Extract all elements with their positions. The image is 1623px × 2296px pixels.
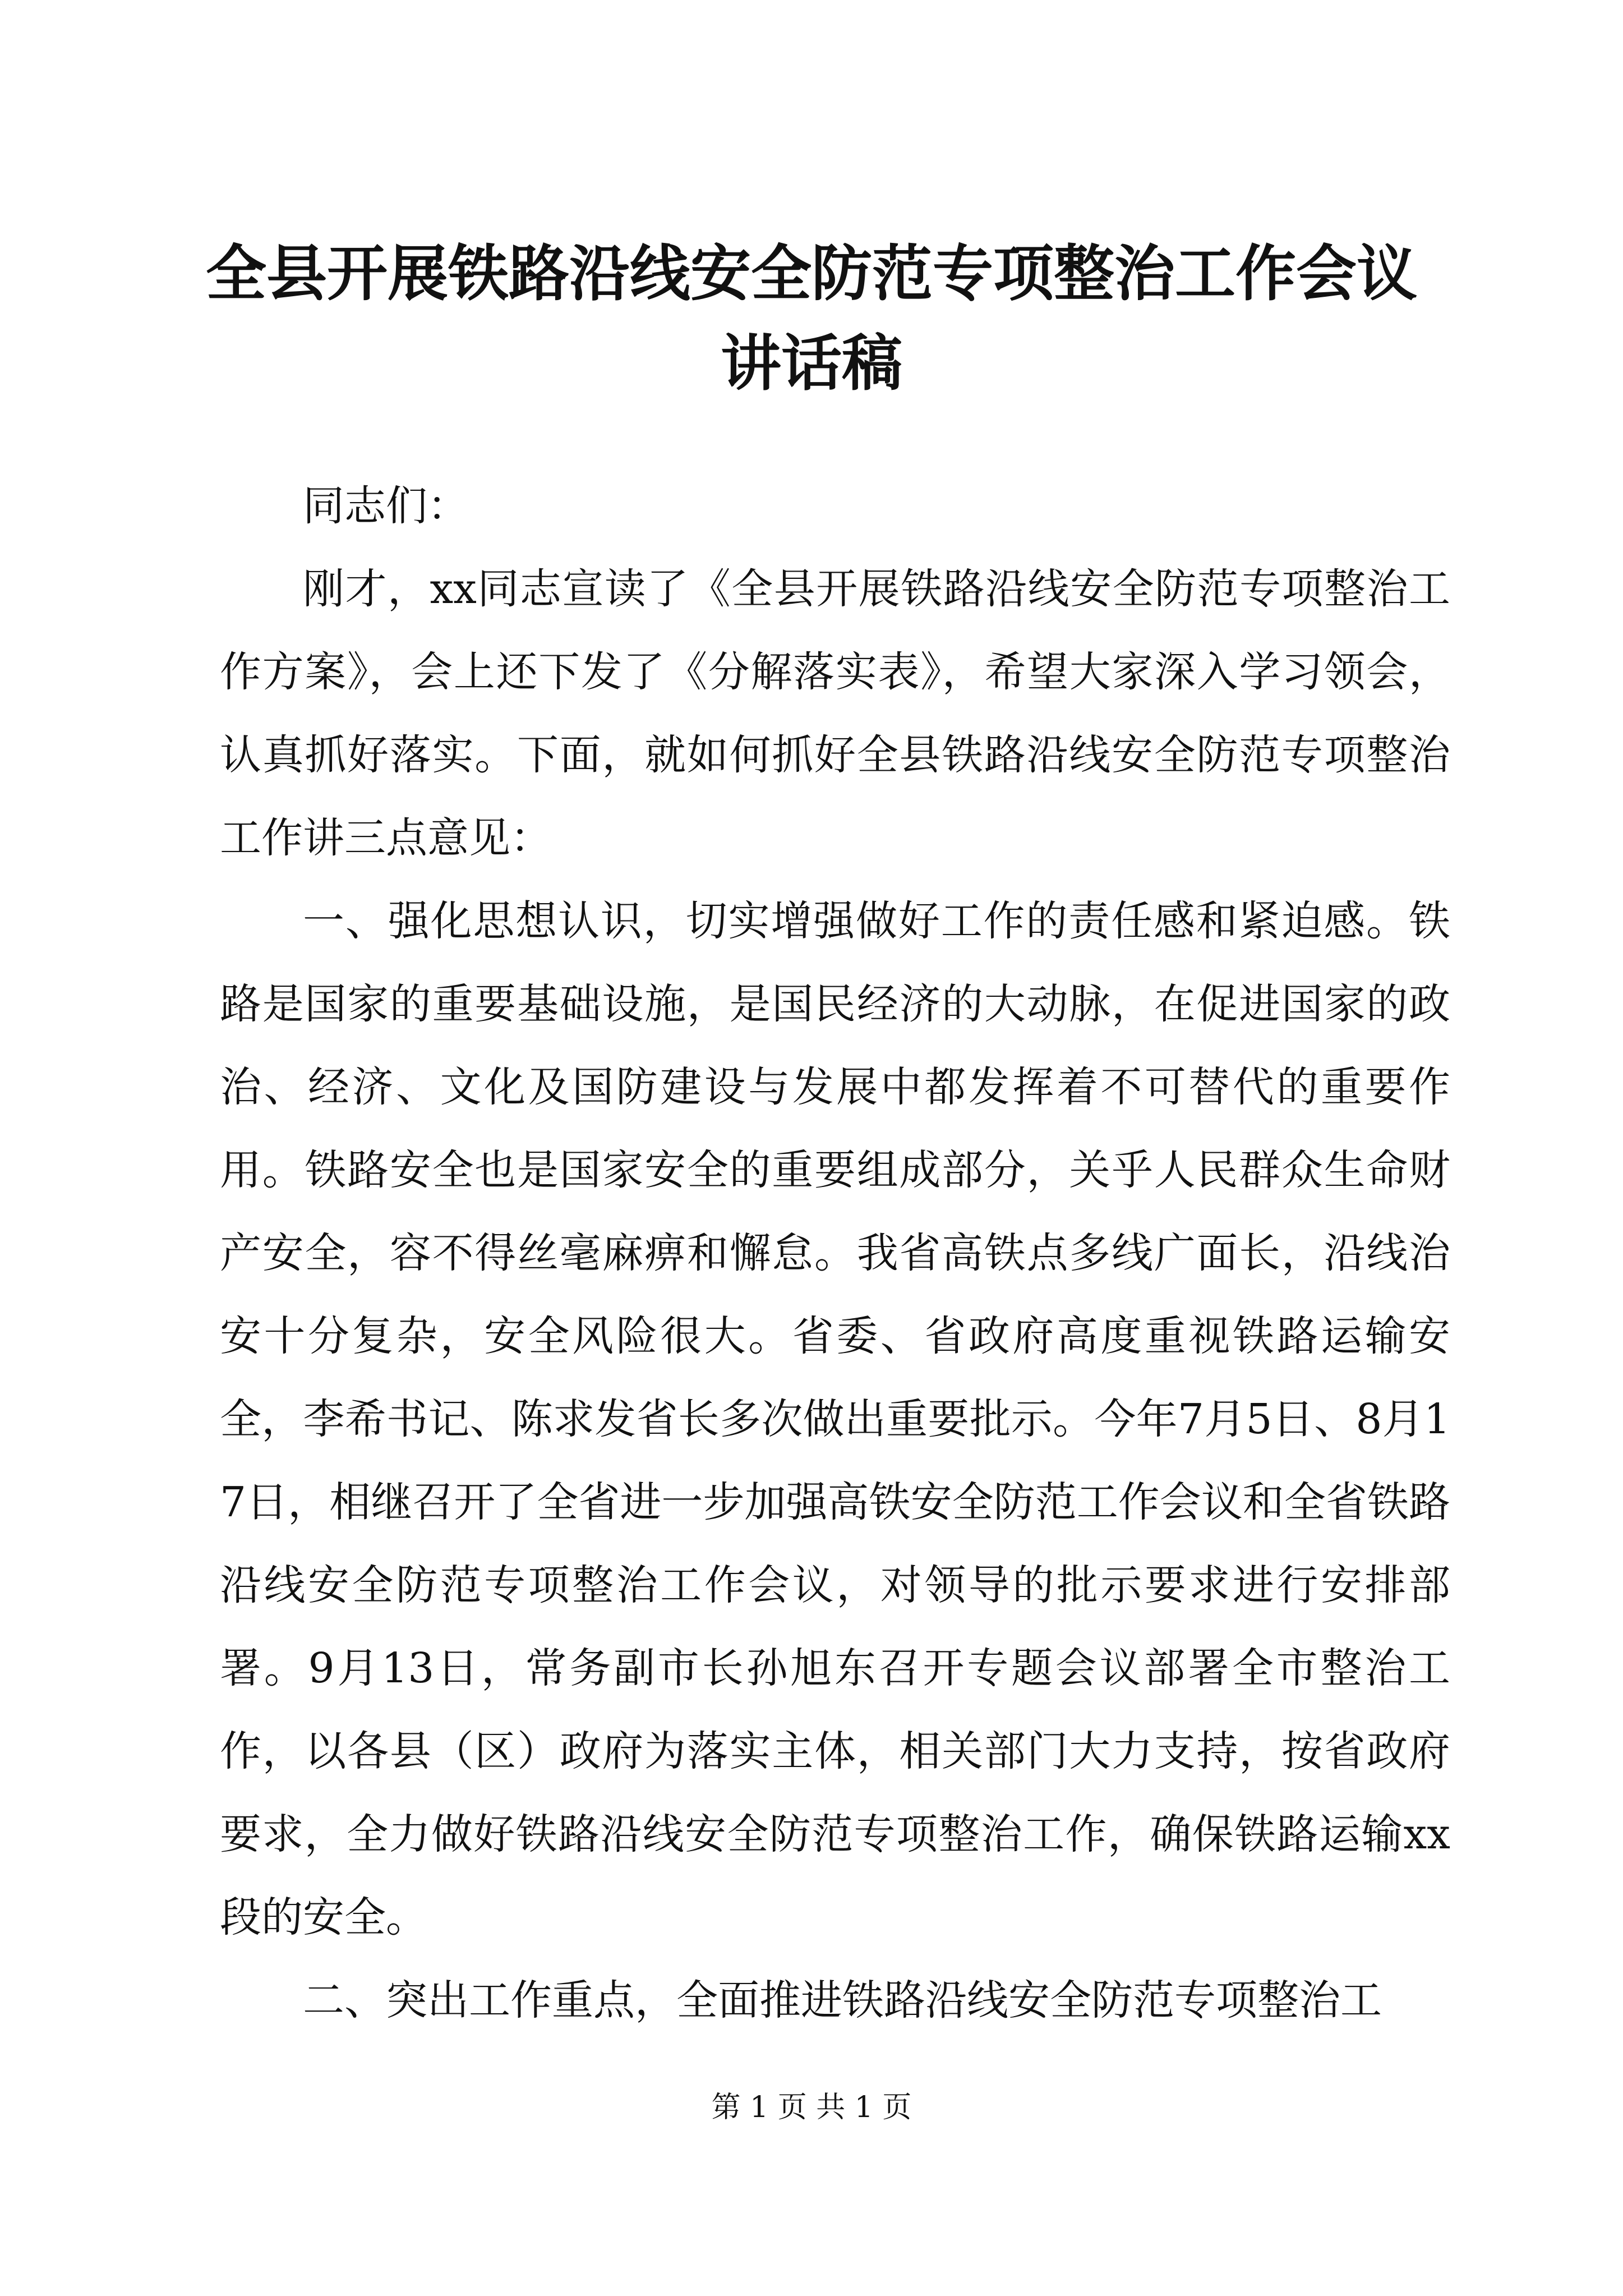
page-footer: 第 1 页 共 1 页 bbox=[711, 2091, 912, 2124]
point-one-paragraph: 一、强化思想认识，切实增强做好工作的责任感和紧迫感。铁路是国家的重要基础设施，是国民经济的大动脉，在促进国家的政治、经济、文化及国防建设与发展中都发挥着不可替代的重要作用。铁路安全也是国家安全的重要组成部分，关乎人民群众生命财产安全，容不得丝毫麻痹和懈怠。我省高铁点多线广面长，沿线治安十分复杂，安全风险很大。省委、省政府高度重视铁路运输安全，李希书记、陈求发省长多次做出重要批示。今年7月5日、8月17日，相继召开了全省进一步加强高铁安全防范工作会议和全省铁路沿线安全防范专项整治工作会议，对领导的批示要求进行安排部署。9月13日，常务副市长孙旭东召开专题会议部署全市整治工作，以各县（区）政府为落实主体，相关部门大力支持，按省政府要求，全力做好铁路沿线安全防范专项整治工作，确保铁路运输xx段的安全。 bbox=[220, 897, 1450, 1941]
document-body bbox=[220, 464, 1450, 2042]
document-title: 全县开展铁路沿线安全防范专项整治工作会议讲话稿 bbox=[205, 238, 1417, 399]
intro-paragraph: 刚才，xx同志宣读了《全县开展铁路沿线安全防范专项整治工作方案》，会上还下发了《分解落实表》，希望大家深入学习领会，认真抓好落实。下面，就如何抓好全县铁路沿线安全防范专项整治工作讲三点意见： bbox=[220, 565, 1450, 862]
point-two-paragraph: 二、突出工作重点，全面推进铁路沿线安全防范专项整治工 bbox=[303, 1976, 1382, 2024]
salutation: 同志们： bbox=[303, 482, 469, 530]
